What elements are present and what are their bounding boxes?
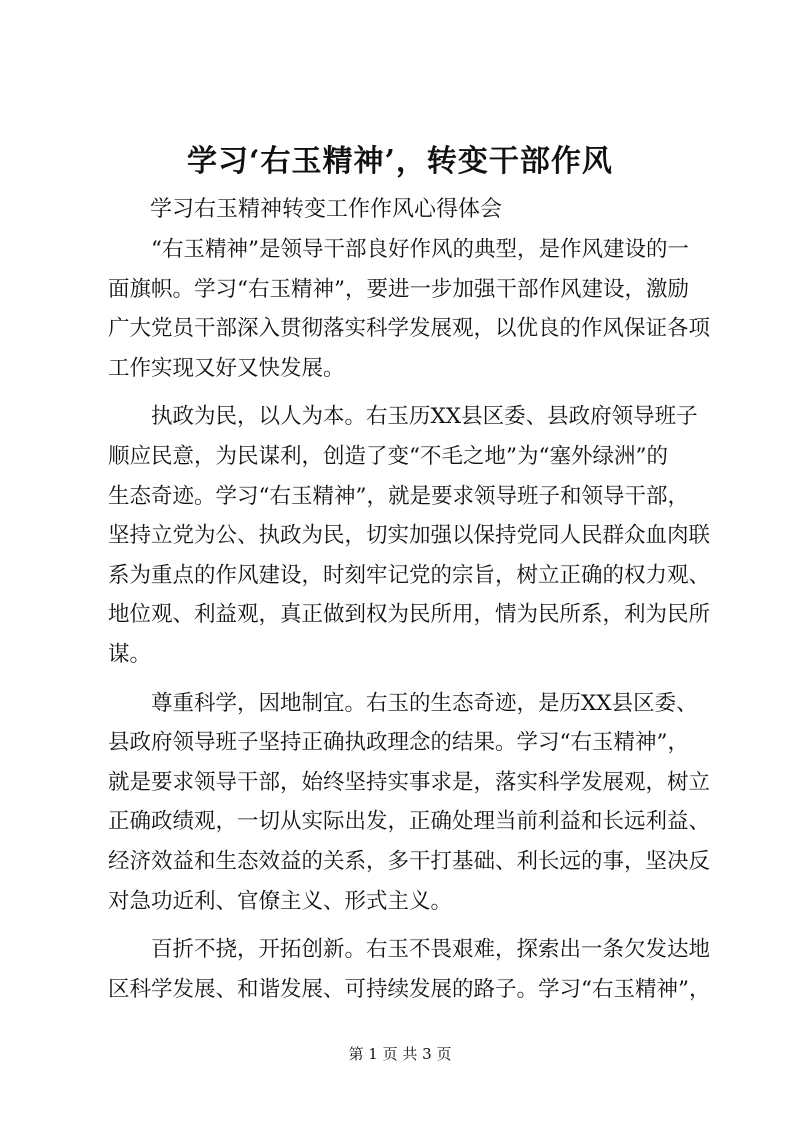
- document-subtitle: 学习右玉精神转变工作作风心得体会: [150, 197, 503, 222]
- paragraph-line: 坚持立党为公、执政为民，切实加强以保持党同人民群众血肉联: [108, 523, 711, 549]
- paragraph-2: [108, 397, 711, 674]
- paragraph-line: 区科学发展、和谐发展、可持续发展的路子。学习“右玉精神”，: [108, 976, 711, 1002]
- paragraph-line: 地位观、利益观，真正做到权为民所用，情为民所系，利为民所: [108, 602, 711, 628]
- paragraph-4: [108, 930, 711, 1009]
- paragraph-line: 经济效益和生态效益的关系，多干打基础、利长远的事，坚决反: [108, 848, 711, 874]
- paragraph-line: 工作实现又好又快发展。: [108, 355, 345, 381]
- paragraph-line: 面旗帜。学习“右玉精神”，要进一步加强干部作风建设，激励: [108, 276, 689, 302]
- paragraph-line: 就是要求领导干部，始终坚持实事求是，落实科学发展观，树立: [108, 769, 711, 795]
- paragraph-1: [108, 230, 711, 388]
- paragraph-line: 生态奇迹。学习“右玉精神”，就是要求领导班子和领导干部，: [108, 483, 689, 509]
- paragraph-line: 执政为民，以人为本。右玉历XX县区委、县政府领导班子: [108, 404, 698, 430]
- paragraph-line: 系为重点的作风建设，时刻牢记党的宗旨，树立正确的权力观、: [108, 562, 711, 588]
- document-title: 学习‘右玉精神’，转变干部作风: [187, 144, 613, 179]
- paragraph-line: 谋。: [108, 641, 152, 667]
- paragraph-line: 尊重科学，因地制宜。右玉的生态奇迹，是历XX县区委、: [108, 690, 698, 716]
- paragraph-3: [108, 684, 711, 922]
- paragraph-line: “右玉精神”是领导干部良好作风的典型，是作风建设的一: [108, 237, 689, 262]
- document-body: [108, 230, 711, 1018]
- paragraph-line: 广大党员干部深入贯彻落实科学发展观，以优良的作风保证各项: [108, 316, 711, 342]
- paragraph-line: 县政府领导班子坚持正确执政理念的结果。学习“右玉精神”，: [108, 730, 689, 756]
- paragraph-line: 顺应民意，为民谋利，创造了变“不毛之地”为“塞外绿洲”的: [108, 443, 668, 469]
- page-number-footer: 第 1 页 共 3 页: [348, 1045, 452, 1063]
- paragraph-line: 对急功近利、官僚主义、形式主义。: [108, 888, 453, 914]
- paragraph-line: 百折不挠，开拓创新。右玉不畏艰难，探索出一条欠发达地: [108, 937, 711, 963]
- paragraph-line: 正确政绩观，一切从实际出发，正确处理当前利益和长远利益、: [108, 809, 711, 835]
